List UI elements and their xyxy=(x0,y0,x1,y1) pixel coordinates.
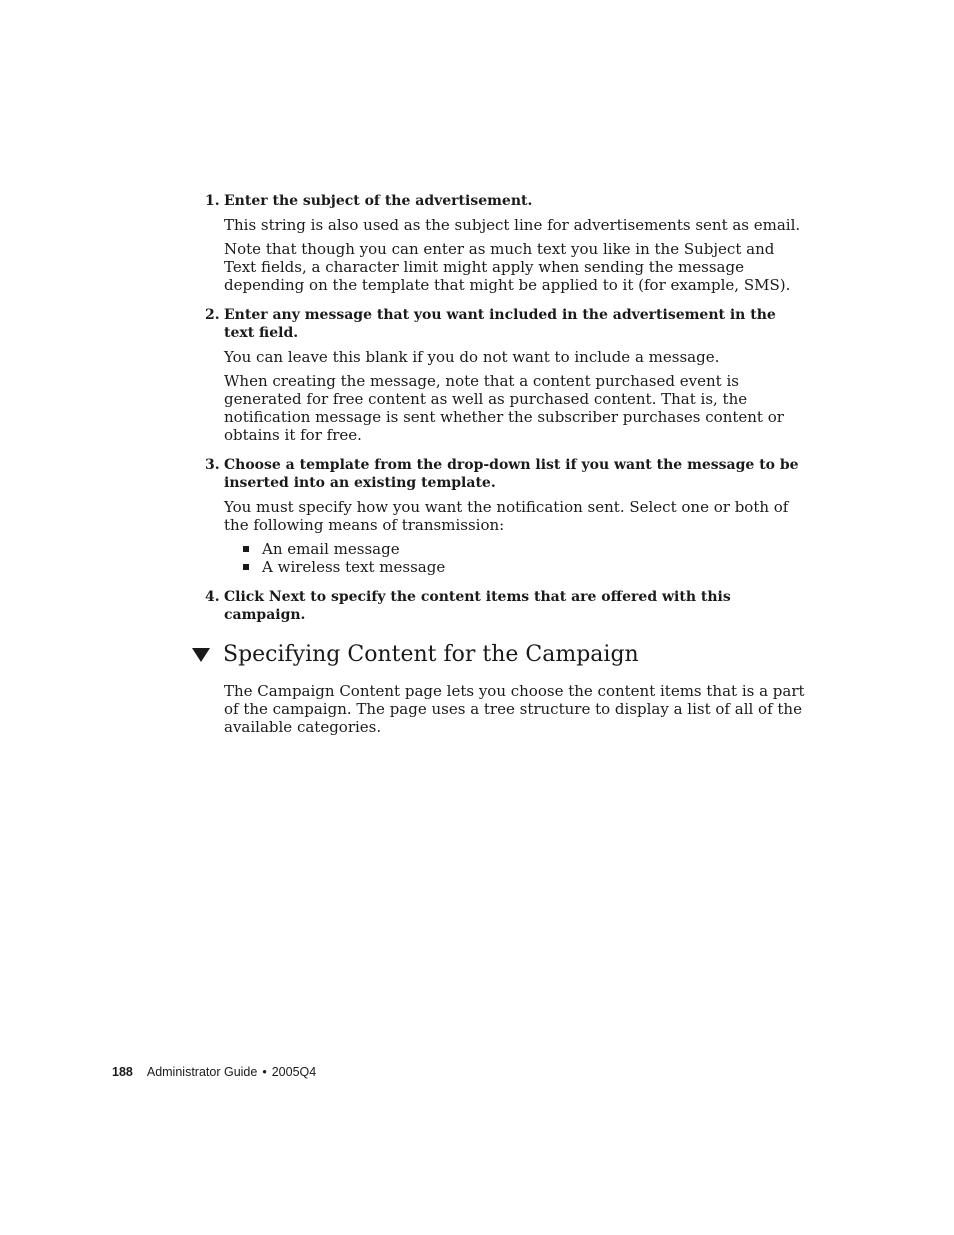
step-heading xyxy=(205,192,805,210)
footer-separator: • xyxy=(262,1065,267,1079)
step-title: Enter any message that you want included in the advertisement in the text field. xyxy=(224,307,776,341)
step-paragraph: This string is also used as the subject line for advertisements sent as email. xyxy=(224,216,801,234)
step-paragraph: You can leave this blank if you do not want to include a message. xyxy=(224,348,720,366)
document-body xyxy=(205,192,805,736)
bullet-list xyxy=(224,540,805,576)
section-heading xyxy=(192,642,805,668)
book-title: Administrator Guide xyxy=(146,1065,258,1079)
step-paragraph: You must specify how you want the notification sent. Select one or both of the following means of transmission: xyxy=(224,498,789,534)
step-heading xyxy=(205,456,805,492)
square-bullet-icon xyxy=(243,546,249,552)
step-paragraph: Note that though you can enter as much text you like in the Subject and Text fields, a character limit might apply when sending the message depending on the template that might be applied to it (for example, SMS). xyxy=(224,240,791,294)
step-number: 4. xyxy=(205,589,220,605)
step-number: 2. xyxy=(205,307,220,323)
book-version: 2005Q4 xyxy=(271,1065,317,1079)
triangle-down-icon xyxy=(192,648,210,662)
step-2 xyxy=(205,306,805,444)
square-bullet-icon xyxy=(243,564,249,570)
section-heading-text: Specifying Content for the Campaign xyxy=(223,642,639,667)
list-item-text: An email message xyxy=(262,540,400,558)
step-number: 3. xyxy=(205,457,220,473)
step-title: Choose a template from the drop-down list if you want the message to be inserted into an existing template. xyxy=(224,457,799,491)
step-3 xyxy=(205,456,805,576)
step-title: Enter the subject of the advertisement. xyxy=(224,193,533,209)
step-1 xyxy=(205,192,805,294)
step-heading xyxy=(205,588,805,624)
step-title: Click Next to specify the content items that are offered with this campaign. xyxy=(224,589,731,623)
page-number: 188 xyxy=(112,1065,133,1079)
step-number: 1. xyxy=(205,193,220,209)
list-item xyxy=(224,540,805,558)
step-heading xyxy=(205,306,805,342)
section-paragraph: The Campaign Content page lets you choose the content items that is a part of the campaign. The page uses a tree structure to display a list of all of the available categories. xyxy=(224,682,805,736)
page-footer xyxy=(112,1064,316,1080)
step-4 xyxy=(205,588,805,624)
step-paragraph: When creating the message, note that a content purchased event is generated for free content as well as purchased content. That is, the notification message is sent whether the subscriber purchases content or obtains it for free. xyxy=(224,372,784,444)
list-item xyxy=(224,558,805,576)
list-item-text: A wireless text message xyxy=(262,558,446,576)
